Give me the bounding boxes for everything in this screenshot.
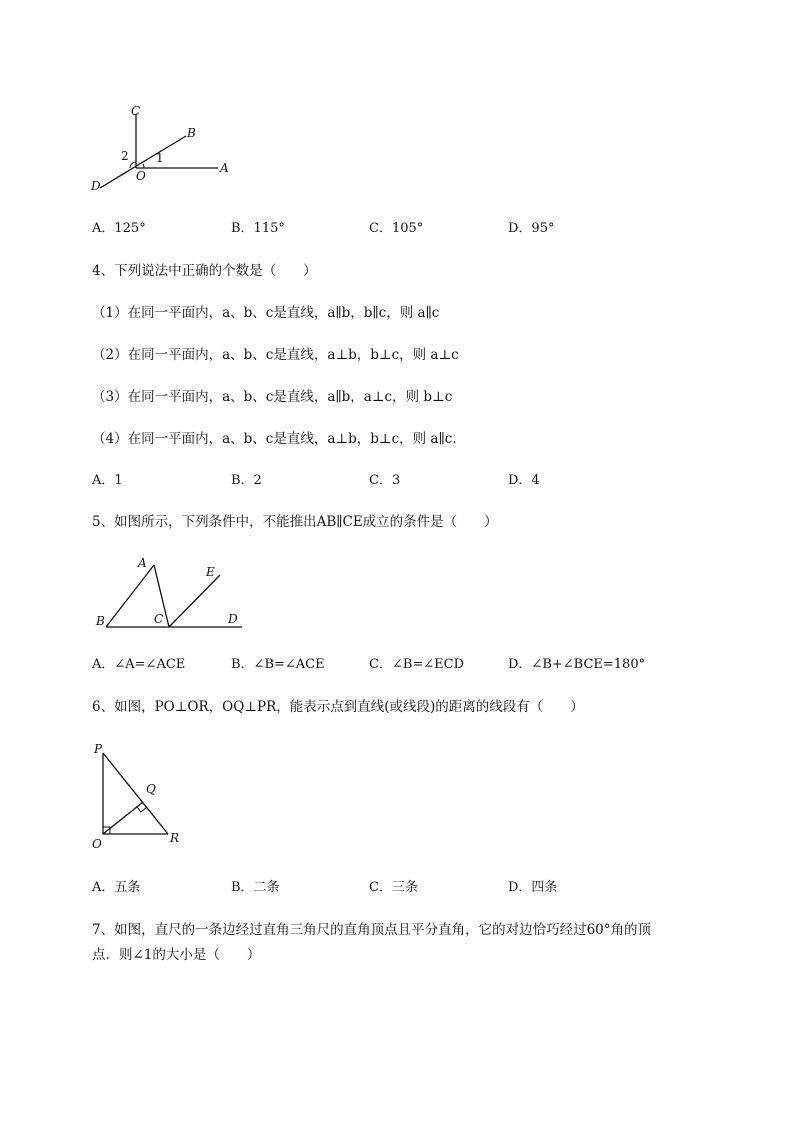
q7-stem-line1: 7、如图，直尺的一条边经过直角三角尺的直角顶点且平分直角，它的对边恰巧经过60°角的顶 bbox=[92, 922, 652, 938]
q3-label-a: A bbox=[220, 161, 229, 175]
q6-option-b: B．二条 bbox=[231, 880, 280, 895]
q4-item-4: （4）在同一平面内，a、b、c是直线，a⊥b，b⊥c，则 a∥c. bbox=[92, 431, 457, 447]
q6-label-q: Q bbox=[146, 782, 156, 796]
q6-label-p: P bbox=[94, 742, 103, 756]
q5-label-e: E bbox=[206, 565, 215, 579]
q7-stem-line2: 点．则∠1的大小是（ ） bbox=[92, 947, 261, 963]
q5-option-c: C．∠B=∠ECD bbox=[369, 657, 465, 672]
q4-item-2: （2）在同一平面内，a、b、c是直线，a⊥b，b⊥c，则 a⊥c bbox=[92, 347, 459, 363]
q3-angle-figure bbox=[88, 100, 238, 195]
q3-option-c: C．105° bbox=[369, 221, 424, 236]
q5-label-c: C bbox=[154, 612, 164, 626]
q6-triangle-figure bbox=[88, 738, 193, 853]
q6-option-d: D．四条 bbox=[508, 880, 558, 895]
q4-option-c: C．3 bbox=[369, 473, 401, 488]
q3-label-d: D bbox=[91, 179, 101, 193]
q4-item-3: （3）在同一平面内，a、b、c是直线，a∥b，a⊥c，则 b⊥c bbox=[92, 389, 453, 405]
q5-label-a: A bbox=[138, 556, 147, 570]
q4-option-b: B．2 bbox=[231, 473, 262, 488]
q3-label-b: B bbox=[187, 126, 196, 140]
q3-option-a: A．125° bbox=[92, 221, 146, 236]
q5-label-b: B bbox=[96, 614, 105, 628]
q4-option-d: D．4 bbox=[508, 473, 540, 488]
q4-option-a: A．1 bbox=[92, 473, 123, 488]
q6-label-o: O bbox=[92, 837, 102, 851]
q4-item-1: （1）在同一平面内，a、b、c是直线，a∥b，b∥c，则 a∥c bbox=[92, 305, 440, 321]
q6-option-c: C．三条 bbox=[369, 880, 418, 895]
q5-option-a: A．∠A=∠ACE bbox=[92, 657, 186, 672]
q3-option-b: B．115° bbox=[231, 221, 285, 236]
q3-label-o: O bbox=[136, 169, 146, 183]
q5-stem: 5、如图所示，下列条件中，不能推出AB∥CE成立的条件是（ ） bbox=[92, 514, 498, 530]
q6-label-r: R bbox=[170, 831, 180, 845]
q5-option-d: D．∠B+∠BCE=180° bbox=[508, 657, 646, 672]
q5-label-d: D bbox=[228, 612, 238, 626]
q4-stem: 4、下列说法中正确的个数是（ ） bbox=[92, 263, 317, 279]
q3-label-2: 2 bbox=[121, 149, 129, 163]
q3-option-d: D．95° bbox=[508, 221, 555, 236]
q3-label-c: C bbox=[131, 104, 141, 118]
q5-option-b: B．∠B=∠ACE bbox=[231, 657, 325, 672]
q3-label-1: 1 bbox=[156, 151, 164, 165]
q6-stem: 6、如图，PO⊥OR，OQ⊥PR，能表示点到直线(或线段)的距离的线段有（ ） bbox=[92, 699, 584, 715]
q6-option-a: A．五条 bbox=[92, 880, 141, 895]
q5-parallel-figure bbox=[92, 555, 252, 635]
